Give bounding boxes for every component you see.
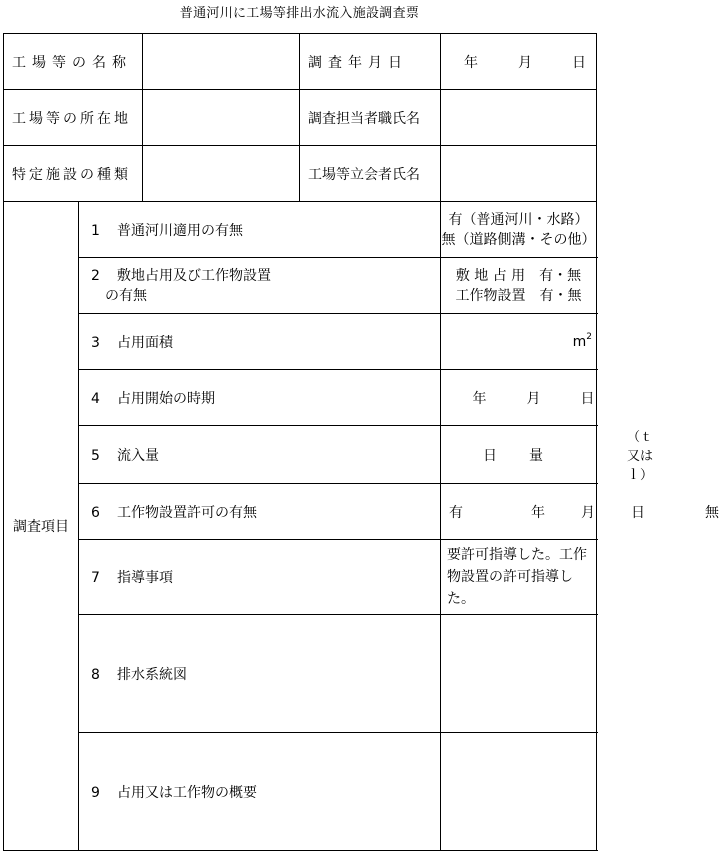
item-label-8: 8 排水系統図 — [79, 615, 441, 733]
survey-date-day: 日 — [572, 54, 586, 71]
survey-date-label: 調査年月日 — [300, 34, 441, 90]
item-label-3: 3 占用面積 — [79, 314, 441, 370]
item-row-2 — [4, 258, 597, 314]
item-value-1[interactable] — [441, 202, 597, 258]
witness-field[interactable] — [441, 146, 597, 202]
factory-address-label: 工場等の所在地 — [4, 90, 143, 146]
survey-date-month: 月 — [518, 54, 532, 71]
river-no-option: 無（道路側溝・その他） — [441, 231, 596, 248]
item-label-5: 5 流入量 — [79, 426, 441, 484]
item-row-9 — [4, 733, 597, 851]
land-occupation-option: 敷 地 占 用 有・無 — [455, 267, 582, 284]
item-row-6 — [4, 484, 597, 540]
item-label-2: 2 敷地占用及び工作物設置 の有無 — [79, 258, 441, 314]
form-title: 普通河川に工場等排出水流入施設調査票 — [179, 6, 420, 21]
item-value-3[interactable]: $m^2$ — [441, 314, 597, 370]
header-row-address — [4, 90, 597, 146]
item-value-2[interactable] — [441, 258, 597, 314]
section-label: 調査項目 — [4, 202, 79, 851]
surveyor-label: 調査担当者職氏名 — [300, 90, 441, 146]
survey-form-table — [3, 33, 719, 851]
item-label-4: 4 占用開始の時期 — [79, 370, 441, 426]
item-row-7 — [4, 540, 597, 615]
item-label-6: 6 工作物設置許可の有無 — [79, 484, 441, 540]
item-row-4 — [4, 370, 597, 426]
survey-date-field[interactable] — [441, 34, 597, 90]
factory-name-field[interactable] — [143, 34, 300, 90]
item-label-9: 9 占用又は工作物の概要 — [79, 733, 441, 851]
item-value-5[interactable]: 日 量 （ｔ又はｌ） — [441, 426, 597, 484]
item-row-5 — [4, 426, 597, 484]
overview-field[interactable] — [441, 733, 597, 851]
guidance-note[interactable]: 要許可指導した。工作物設置の許可指導した。 — [441, 540, 597, 615]
item-value-6[interactable]: 有 年 月 日 無 — [441, 484, 597, 540]
factory-name-label: 工場等の名称 — [4, 34, 143, 90]
item-value-4[interactable]: 年 月 日 — [441, 370, 597, 426]
survey-date-year: 年 — [464, 54, 478, 71]
item-row-1 — [4, 202, 597, 258]
surveyor-field[interactable] — [441, 90, 597, 146]
item-row-3 — [4, 314, 597, 370]
river-yes-option: 有（普通河川・水路） — [448, 211, 589, 228]
facility-type-field[interactable] — [143, 146, 300, 202]
item-label-7: 7 指導事項 — [79, 540, 441, 615]
area-unit: m — [572, 333, 587, 350]
header-row-facility — [4, 146, 597, 202]
facility-type-label: 特定施設の種類 — [4, 146, 143, 202]
witness-label: 工場等立会者氏名 — [300, 146, 441, 202]
factory-address-field[interactable] — [143, 90, 300, 146]
item-label-1: 1 普通河川適用の有無 — [79, 202, 441, 258]
header-row-name — [4, 34, 597, 90]
drainage-diagram-field[interactable] — [441, 615, 597, 733]
structure-option: 工作物設置 有・無 — [455, 287, 582, 304]
item-row-8 — [4, 615, 597, 733]
